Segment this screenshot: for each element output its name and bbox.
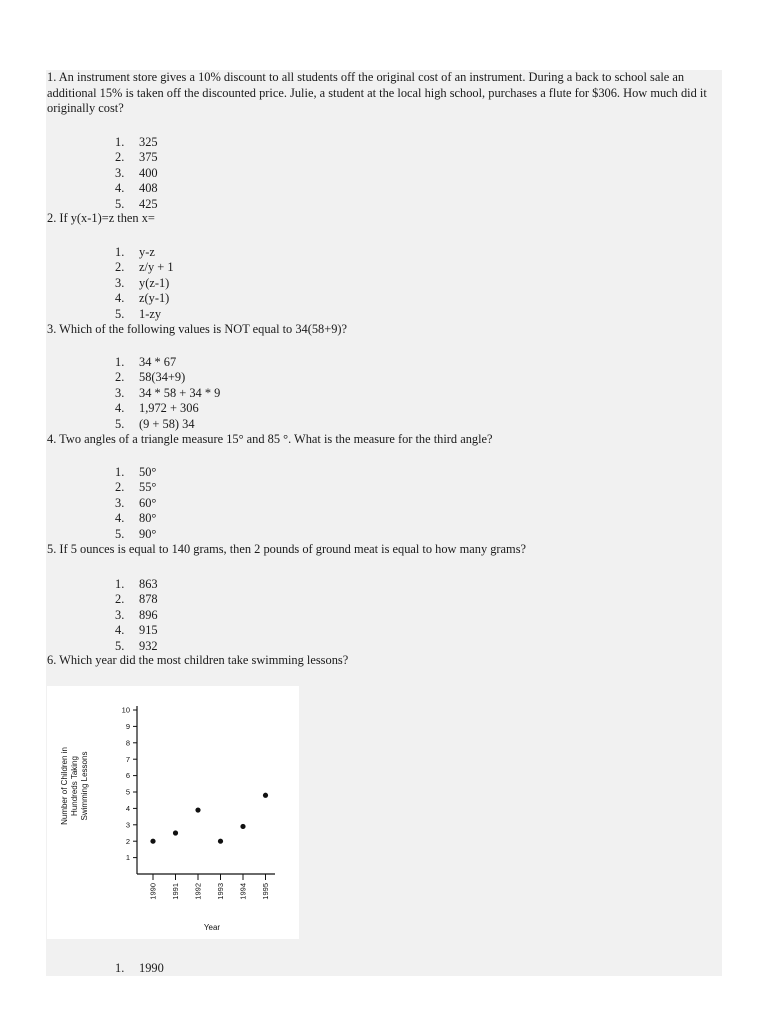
option-item bbox=[115, 623, 158, 638]
option-item bbox=[115, 511, 156, 526]
option-item bbox=[115, 260, 174, 275]
option-text: 60° bbox=[139, 495, 157, 510]
y-tick-label: 4 bbox=[125, 804, 130, 813]
x-tick-label: 1991 bbox=[171, 883, 181, 900]
option-number: 3. bbox=[115, 607, 125, 622]
option-text: 1,972 + 306 bbox=[139, 401, 199, 416]
y-axis-label-line: Number of Children in bbox=[60, 747, 69, 825]
question-3-options bbox=[115, 355, 220, 432]
option-text: 408 bbox=[139, 181, 158, 196]
option-text: 1-zy bbox=[139, 306, 162, 321]
y-tick-label: 1 bbox=[125, 853, 130, 863]
option-item bbox=[115, 276, 174, 291]
data-point bbox=[263, 793, 268, 798]
x-tick-label: 1992 bbox=[193, 883, 203, 900]
y-tick-label: 5 bbox=[125, 787, 130, 797]
x-tick-label: 1990 bbox=[148, 883, 158, 900]
y-ticks bbox=[122, 706, 137, 863]
y-tick-label: 9 bbox=[125, 722, 130, 731]
option-number: 5. bbox=[115, 526, 125, 541]
option-number: 1. bbox=[115, 465, 125, 479]
option-number: 2. bbox=[115, 370, 125, 385]
option-item bbox=[115, 166, 158, 181]
question-5-options bbox=[115, 577, 158, 654]
option-number: 5. bbox=[115, 638, 125, 653]
option-text: y(z-1) bbox=[139, 275, 170, 290]
question-6-options bbox=[115, 961, 164, 976]
option-number: 2. bbox=[115, 592, 125, 607]
option-item bbox=[115, 150, 158, 165]
option-number: 4. bbox=[115, 511, 125, 526]
option-text: 375 bbox=[139, 150, 158, 165]
option-item bbox=[115, 417, 220, 432]
option-number: 3. bbox=[115, 275, 125, 290]
option-number: 4. bbox=[115, 623, 125, 638]
option-item bbox=[115, 527, 156, 542]
option-text: 50° bbox=[139, 465, 157, 479]
question-5-text: 5. If 5 ounces is equal to 140 grams, then 2 pounds of ground meat is equal to how many grams? bbox=[47, 542, 527, 556]
data-point bbox=[150, 839, 155, 844]
question-6-text: 6. Which year did the most children take swimming lessons? bbox=[47, 653, 349, 667]
option-item bbox=[115, 639, 158, 654]
option-item bbox=[115, 181, 158, 196]
data-point bbox=[195, 807, 200, 812]
option-number: 4. bbox=[115, 181, 125, 196]
option-item bbox=[115, 355, 220, 370]
option-text: z/y + 1 bbox=[139, 260, 174, 275]
data-point bbox=[240, 824, 245, 829]
option-item bbox=[115, 197, 158, 212]
option-number: 2. bbox=[115, 150, 125, 165]
option-item bbox=[115, 291, 174, 306]
question-2-text: 2. If y(x-1)=z then x= bbox=[47, 211, 155, 225]
option-item bbox=[115, 608, 158, 623]
x-tick-label: 1994 bbox=[238, 883, 248, 900]
option-number: 1. bbox=[115, 961, 125, 975]
option-text: 34 * 58 + 34 * 9 bbox=[139, 385, 221, 400]
y-axis-label-line: Hundreds Taking bbox=[70, 756, 79, 816]
option-text: 400 bbox=[139, 165, 158, 180]
question-4-options bbox=[115, 465, 156, 542]
x-tick-label: 1993 bbox=[216, 883, 226, 900]
y-tick-label: 2 bbox=[125, 836, 130, 846]
option-number: 3. bbox=[115, 495, 125, 510]
option-text: 863 bbox=[139, 577, 158, 591]
option-item bbox=[115, 961, 164, 976]
question-1-text: 1. An instrument store gives a 10% discount to all students off the original cost of an instrument. During a back to school sale an additional 15% is taken off the discounted price. Julie, a student at the local high school, purchases a flute for $306. How much did it originally cost? bbox=[47, 70, 707, 115]
question-3-text: 3. Which of the following values is NOT equal to 34(58+9)? bbox=[47, 322, 348, 336]
option-text: 34 * 67 bbox=[139, 355, 177, 369]
option-text: 425 bbox=[139, 196, 158, 211]
option-text: 878 bbox=[139, 592, 158, 607]
option-number: 4. bbox=[115, 401, 125, 416]
y-tick-label: 8 bbox=[125, 738, 130, 748]
option-item bbox=[115, 135, 158, 150]
chart-svg bbox=[47, 686, 299, 939]
option-number: 5. bbox=[115, 196, 125, 211]
data-point bbox=[218, 839, 223, 844]
option-number: 5. bbox=[115, 416, 125, 431]
option-number: 1. bbox=[115, 135, 125, 149]
option-number: 5. bbox=[115, 306, 125, 321]
option-item bbox=[115, 480, 156, 495]
option-number: 4. bbox=[115, 291, 125, 306]
option-number: 1. bbox=[115, 577, 125, 591]
option-item bbox=[115, 401, 220, 416]
option-number: 2. bbox=[115, 480, 125, 495]
y-axis-label-line: Swimming Lessons bbox=[80, 751, 89, 821]
option-item bbox=[115, 386, 220, 401]
option-text: 896 bbox=[139, 607, 158, 622]
data-point bbox=[173, 830, 178, 835]
option-text: 932 bbox=[139, 638, 158, 653]
option-item bbox=[115, 496, 156, 511]
option-item bbox=[115, 370, 220, 385]
y-tick-label: 10 bbox=[121, 705, 130, 715]
option-item bbox=[115, 307, 174, 322]
option-text: 325 bbox=[139, 135, 158, 149]
option-text: 58(34+9) bbox=[139, 370, 186, 385]
data-points bbox=[150, 793, 268, 844]
option-text: 55° bbox=[139, 480, 157, 495]
option-number: 3. bbox=[115, 165, 125, 180]
option-text: y-z bbox=[139, 245, 155, 259]
option-text: 90° bbox=[139, 526, 157, 541]
option-item bbox=[115, 245, 174, 260]
option-number: 3. bbox=[115, 385, 125, 400]
x-axis-label: Year bbox=[203, 923, 221, 932]
option-item bbox=[115, 465, 156, 480]
option-text: 80° bbox=[139, 511, 157, 526]
y-tick-label: 6 bbox=[125, 771, 130, 781]
option-number: 1. bbox=[115, 245, 125, 259]
question-1-options bbox=[115, 135, 158, 212]
y-tick-label: 3 bbox=[125, 820, 130, 830]
option-text: z(y-1) bbox=[139, 291, 170, 306]
option-text: (9 + 58) 34 bbox=[139, 416, 195, 431]
option-number: 1. bbox=[115, 355, 125, 369]
x-ticks bbox=[149, 874, 271, 900]
question-4-text: 4. Two angles of a triangle measure 15° and 85 °. What is the measure for the third angle? bbox=[47, 432, 493, 446]
option-number: 2. bbox=[115, 260, 125, 275]
option-item bbox=[115, 577, 158, 592]
question-2-options bbox=[115, 245, 174, 322]
option-text: 915 bbox=[139, 623, 158, 638]
option-text: 1990 bbox=[139, 961, 164, 975]
swimming-lessons-chart bbox=[47, 686, 299, 939]
y-axis-label-group bbox=[60, 747, 89, 825]
x-tick-label: 1995 bbox=[261, 883, 271, 900]
y-tick-label: 7 bbox=[125, 754, 130, 764]
option-item bbox=[115, 592, 158, 607]
